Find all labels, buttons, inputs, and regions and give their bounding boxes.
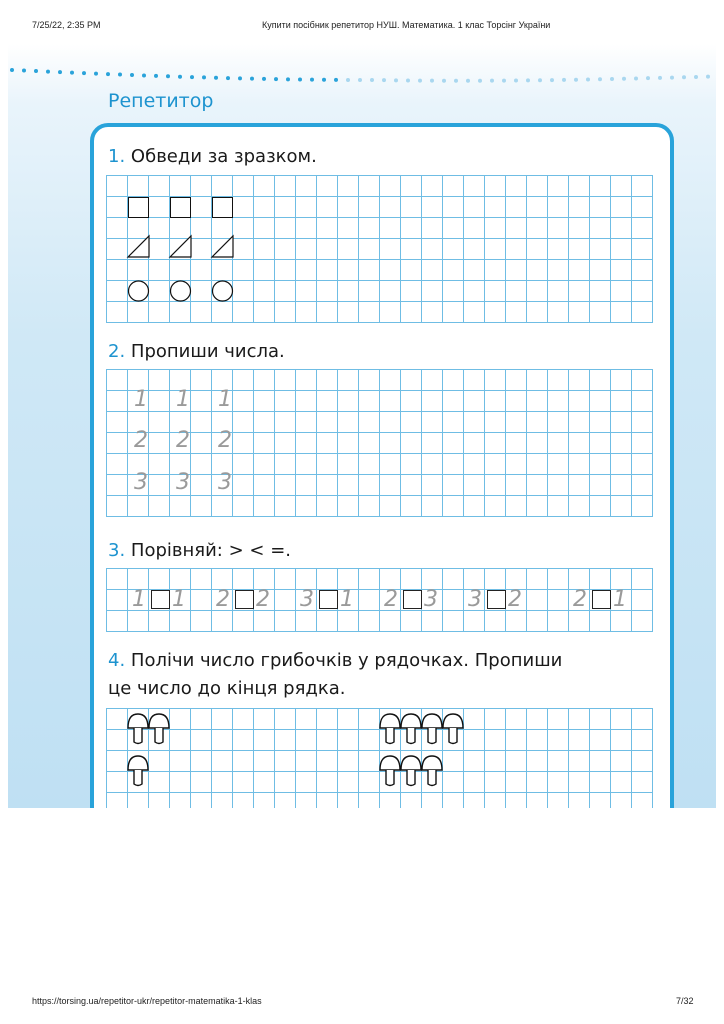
circle-row <box>0 280 600 320</box>
decorative-dot <box>166 74 170 78</box>
compare-left-number: 2 <box>573 587 587 612</box>
decorative-dot <box>22 69 26 73</box>
mushroom-icon <box>422 756 442 786</box>
decorative-dot <box>382 78 386 82</box>
task-4-heading-line2: це число до кінця рядка. <box>108 678 346 699</box>
decorative-dot <box>490 79 494 83</box>
decorative-dot <box>670 76 674 80</box>
task-3-number: 3. <box>108 540 126 561</box>
task-3-text: Порівняй: > < =. <box>130 540 291 561</box>
compare-left-number: 3 <box>300 587 314 612</box>
compare-left-number: 2 <box>216 587 230 612</box>
decorative-dot <box>346 78 350 82</box>
compare-sign-box[interactable] <box>487 590 506 609</box>
trace-digit: 1 <box>176 387 190 412</box>
compare-sign-box[interactable] <box>592 590 611 609</box>
decorative-dot <box>286 77 290 81</box>
compare-right-number: 1 <box>613 587 627 612</box>
task-4-number: 4. <box>108 650 126 671</box>
decorative-dot <box>550 78 554 82</box>
decorative-dot <box>682 75 686 79</box>
decorative-dot <box>190 75 194 79</box>
decorative-dot <box>34 69 38 73</box>
decorative-dot <box>94 72 98 76</box>
decorative-dot <box>394 78 398 82</box>
decorative-dot <box>262 77 266 81</box>
print-page-title: Купити посібник репетитор НУШ. Математика. 1 клас Торсінг України <box>262 20 551 30</box>
trace-circle <box>213 281 233 301</box>
decorative-dot <box>130 73 134 77</box>
trace-circle <box>171 281 191 301</box>
decorative-dot <box>106 72 110 76</box>
decorative-dot <box>610 77 614 81</box>
decorative-dot <box>538 78 542 82</box>
trace-digit: 1 <box>134 387 148 412</box>
decorative-dot <box>178 75 182 79</box>
decorative-dot <box>706 75 710 79</box>
trace-digit: 2 <box>218 428 232 453</box>
decorative-dot <box>586 77 590 81</box>
decorative-dot <box>514 78 518 82</box>
compare-left-number: 3 <box>468 587 482 612</box>
decorative-dot <box>70 71 74 75</box>
print-page-counter: 7/32 <box>676 996 694 1006</box>
task-4-heading <box>108 648 562 674</box>
trace-digit: 3 <box>218 470 232 495</box>
sample-circle <box>129 281 149 301</box>
trace-digit: 1 <box>218 387 232 412</box>
decorative-dot <box>478 79 482 83</box>
decorative-dot <box>274 77 278 81</box>
mushroom-icon <box>422 714 442 744</box>
decorative-dot <box>562 78 566 82</box>
decorative-dot <box>82 71 86 75</box>
sample-triangle <box>128 236 149 257</box>
decorative-dot <box>370 78 374 82</box>
compare-sign-box[interactable] <box>403 590 422 609</box>
task-2-number: 2. <box>108 341 126 362</box>
decorative-dot <box>418 79 422 83</box>
decorative-dot <box>238 76 242 80</box>
decorative-dot <box>658 76 662 80</box>
decorative-dot <box>502 79 506 83</box>
compare-left-number: 1 <box>132 587 146 612</box>
mushroom-icon <box>401 714 421 744</box>
trace-triangle <box>170 236 191 257</box>
decorative-dot <box>334 78 338 82</box>
decorative-dot <box>358 78 362 82</box>
decorative-dot <box>58 70 62 74</box>
decorative-dot <box>574 78 578 82</box>
decorative-dot <box>214 76 218 80</box>
triangle-row <box>0 236 600 276</box>
trace-square <box>212 197 233 218</box>
decorative-dot <box>226 76 230 80</box>
trace-digit: 3 <box>176 470 190 495</box>
mushroom-icon <box>149 714 169 744</box>
task-2-heading <box>108 339 285 365</box>
decorative-dot <box>142 73 146 77</box>
compare-right-number: 1 <box>172 587 186 612</box>
trace-square <box>170 197 191 218</box>
compare-right-number: 1 <box>340 587 354 612</box>
section-title: Репетитор <box>108 90 214 112</box>
decorative-dot <box>442 79 446 83</box>
decorative-dot <box>310 78 314 82</box>
decorative-dot <box>406 78 410 82</box>
decorative-dot <box>622 77 626 81</box>
compare-left-number: 2 <box>384 587 398 612</box>
decorative-dot <box>250 77 254 81</box>
task-3-grid <box>106 568 653 632</box>
mushroom-icon <box>443 714 463 744</box>
print-url: https://torsing.ua/repetitor-ukr/repetitor-matematika-1-klas <box>32 996 262 1006</box>
trace-digit: 2 <box>134 428 148 453</box>
mushroom-icon <box>401 756 421 786</box>
decorative-dot <box>430 79 434 83</box>
decorative-dot <box>646 76 650 80</box>
mushroom-icon <box>128 756 148 786</box>
compare-sign-box[interactable] <box>235 590 254 609</box>
task-1-heading <box>108 144 317 170</box>
mushroom-icon <box>380 714 400 744</box>
decorative-dot <box>526 78 530 82</box>
task-1-number: 1. <box>108 146 126 167</box>
task-3-heading <box>108 538 291 564</box>
decorative-dot <box>118 73 122 77</box>
decorative-dot <box>46 70 50 74</box>
decorative-dot <box>466 79 470 83</box>
task-2-text: Пропиши числа. <box>130 341 285 362</box>
decorative-dot <box>322 78 326 82</box>
decorative-dot <box>154 74 158 78</box>
compare-right-number: 2 <box>508 587 522 612</box>
trace-digit: 2 <box>176 428 190 453</box>
decorative-dot <box>634 76 638 80</box>
compare-sign-box[interactable] <box>151 590 170 609</box>
blank-area <box>0 808 724 998</box>
trace-triangle <box>212 236 233 257</box>
trace-digit: 3 <box>134 470 148 495</box>
task-4-text-line1: Полічи число грибочків у рядочках. Пропиши <box>130 650 563 671</box>
task-1-text: Обведи за зразком. <box>130 146 317 167</box>
mushroom-icon <box>128 714 148 744</box>
decorative-dot <box>454 79 458 83</box>
decorative-dot <box>598 77 602 81</box>
decorative-dot <box>298 78 302 82</box>
compare-right-number: 2 <box>256 587 270 612</box>
print-timestamp: 7/25/22, 2:35 PM <box>32 20 101 30</box>
mushroom-rows <box>0 708 724 818</box>
mushroom-icon <box>380 756 400 786</box>
compare-sign-box[interactable] <box>319 590 338 609</box>
decorative-dot <box>202 75 206 79</box>
compare-right-number: 3 <box>424 587 438 612</box>
sample-square <box>128 197 149 218</box>
decorative-dot <box>694 75 698 79</box>
decorative-dot <box>10 68 14 72</box>
